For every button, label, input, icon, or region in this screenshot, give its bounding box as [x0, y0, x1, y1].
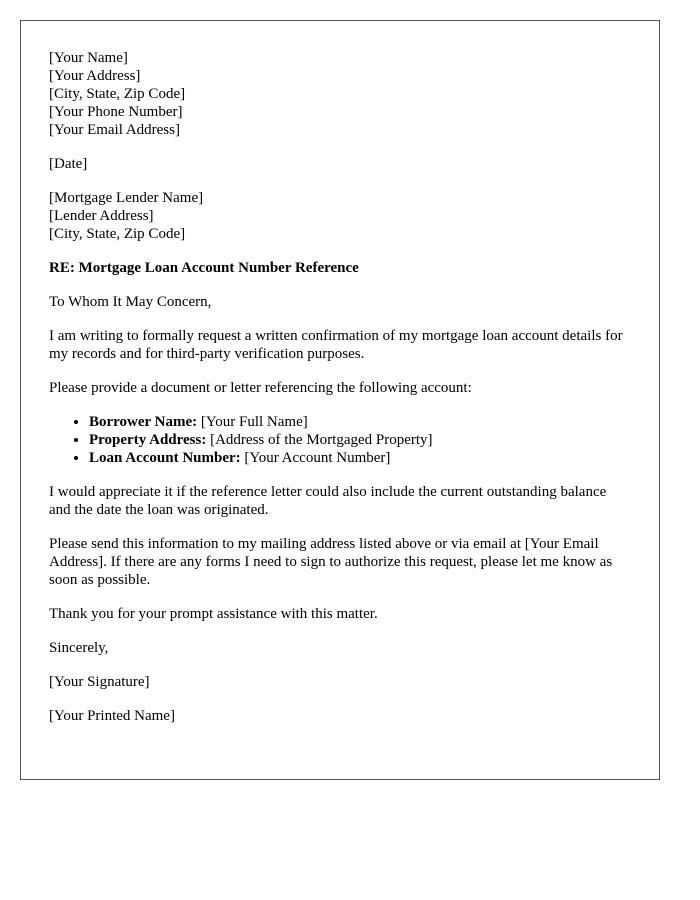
printed-name: [Your Printed Name]: [49, 708, 175, 724]
recipient-city-state-zip: [City, State, Zip Code]: [49, 226, 186, 242]
list-item-label: Loan Account Number:: [89, 450, 241, 466]
recipient-address: [Lender Address]: [49, 208, 154, 224]
sender-name: [Your Name]: [49, 50, 128, 66]
list-item-value: [Your Account Number]: [240, 450, 391, 466]
body-paragraph: Please provide a document or letter referencing the following account:: [49, 380, 472, 396]
body-paragraph: I would appreciate it if the reference letter could also include the current outstanding balance and the date the loan was originated.: [49, 484, 607, 518]
sender-phone: [Your Phone Number]: [49, 104, 183, 120]
sender-city-state-zip: [City, State, Zip Code]: [49, 86, 186, 102]
list-item-label: Borrower Name:: [89, 414, 198, 430]
letter-page: [20, 20, 660, 780]
subject-line: RE: Mortgage Loan Account Number Reference: [49, 260, 359, 276]
body-paragraph: Thank you for your prompt assistance with this matter.: [49, 606, 378, 622]
recipient-name: [Mortgage Lender Name]: [49, 190, 204, 206]
sender-address: [Your Address]: [49, 68, 141, 84]
body-paragraph: I am writing to formally request a written confirmation of my mortgage loan account details for my records and for third-party verification purposes.: [49, 328, 623, 362]
body-paragraph: Please send this information to my mailing address listed above or via email at [Your Email Address]. If there are any forms I need to sign to authorize this request, please let me know as soon as possible.: [49, 536, 613, 588]
list-item-borrower-name: [89, 413, 631, 431]
account-details-list: [49, 413, 631, 467]
recipient-block: [49, 189, 631, 243]
salutation: To Whom It May Concern,: [49, 294, 212, 310]
sender-email: [Your Email Address]: [49, 122, 180, 138]
list-item-value: [Your Full Name]: [197, 414, 308, 430]
list-item-value: [Address of the Mortgaged Property]: [206, 432, 433, 448]
signature-line: [Your Signature]: [49, 674, 150, 690]
list-item-property-address: [89, 431, 631, 449]
signoff: Sincerely,: [49, 640, 109, 656]
list-item-loan-account-number: [89, 449, 631, 467]
date-line: [Date]: [49, 156, 88, 172]
sender-block: [49, 49, 631, 139]
list-item-label: Property Address:: [89, 432, 207, 448]
